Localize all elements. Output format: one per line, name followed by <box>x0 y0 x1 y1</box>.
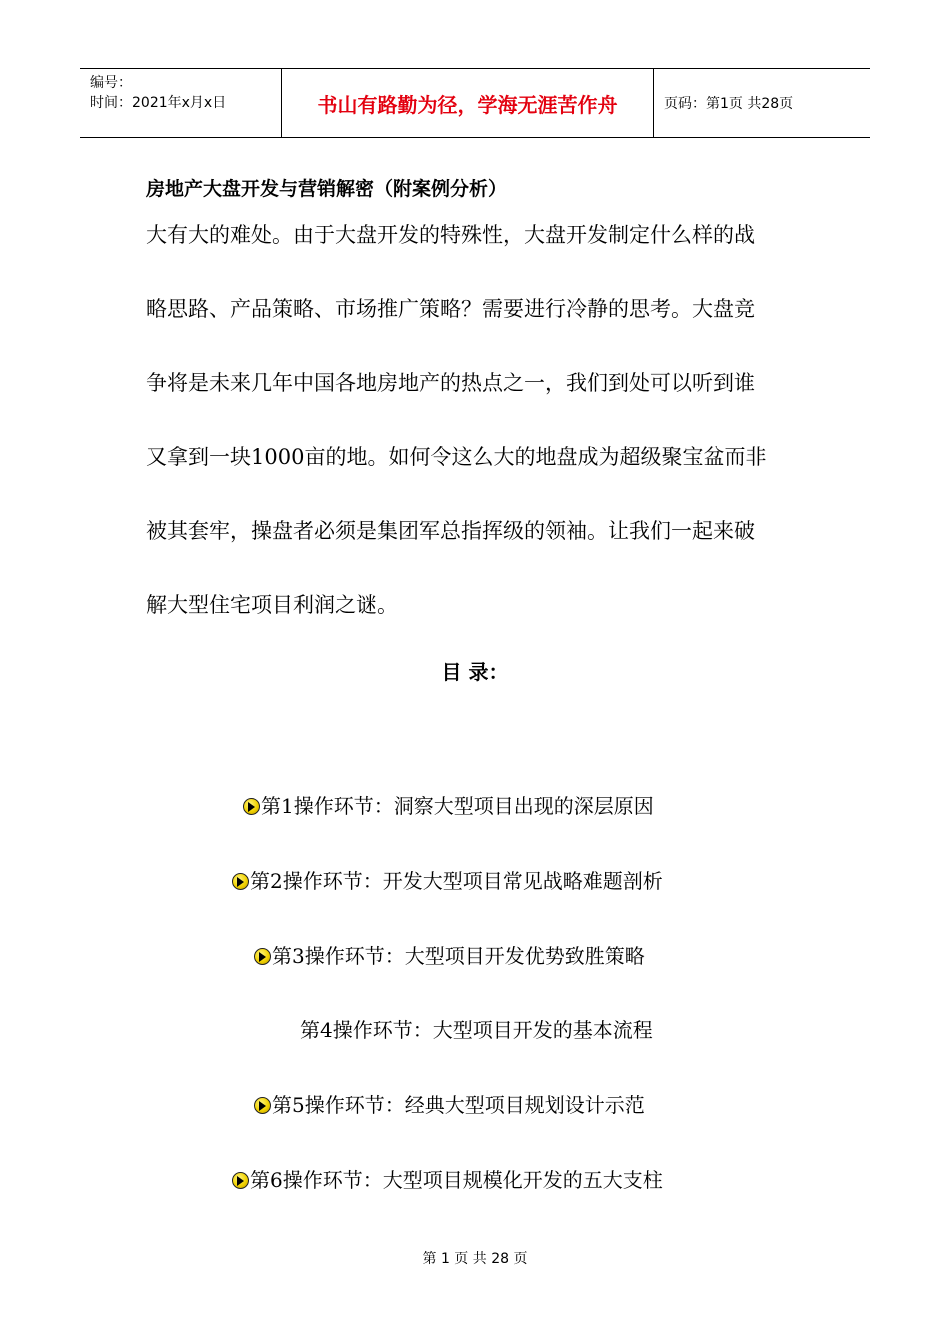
intro-line: 解大型住宅项目利润之谜。 <box>146 593 398 617</box>
header-table <box>80 68 870 138</box>
toc-item[interactable] <box>254 943 645 969</box>
toc-item[interactable] <box>243 793 654 819</box>
yellow-arrow-bullet-icon <box>254 1097 271 1114</box>
intro-line: 被其套牢，操盘者必须是集团军总指挥级的领袖。让我们一起来破 <box>146 519 755 543</box>
intro-line: 大有大的难处。由于大盘开发的特殊性，大盘开发制定什么样的战 <box>146 223 755 247</box>
time-label: 时间：2021年x月x日 <box>90 95 227 111</box>
toc-item-label: 第2操作环节：开发大型项目常见战略难题剖析 <box>250 869 663 893</box>
page-info: 页码：第1页 共28页 <box>664 96 794 112</box>
yellow-arrow-bullet-icon <box>232 873 249 890</box>
intro-line: 争将是未来几年中国各地房地产的热点之一，我们到处可以听到谁 <box>146 371 755 395</box>
toc-item-label: 第4操作环节：大型项目开发的基本流程 <box>300 1018 653 1042</box>
motto-text: 书山有路勤为径，学海无涯苦作舟 <box>317 92 618 117</box>
toc-item-label: 第6操作环节：大型项目规模化开发的五大支柱 <box>250 1168 663 1192</box>
toc-item[interactable] <box>254 1092 645 1118</box>
intro-line: 又拿到一块1000亩的地。如何令这么大的地盘成为超级聚宝盆而非 <box>146 445 767 469</box>
page-footer: 第 1 页 共 28 页 <box>422 1251 528 1267</box>
number-label: 编号： <box>90 75 132 91</box>
yellow-arrow-bullet-icon <box>243 798 260 815</box>
toc-item-label: 第1操作环节：洞察大型项目出现的深层原因 <box>261 794 654 818</box>
toc-item[interactable] <box>232 1167 663 1193</box>
header-page-cell <box>654 69 870 137</box>
intro-paragraph <box>146 212 816 656</box>
document-title: 房地产大盘开发与营销解密（附案例分析） <box>146 178 508 200</box>
intro-line: 略思路、产品策略、市场推广策略？需要进行冷静的思考。大盘竞 <box>146 297 755 321</box>
toc-item-label: 第5操作环节：经典大型项目规划设计示范 <box>272 1093 645 1117</box>
toc-heading: 目 录： <box>441 660 509 684</box>
toc-item-label: 第3操作环节：大型项目开发优势致胜策略 <box>272 944 645 968</box>
toc-item[interactable] <box>232 868 663 894</box>
header-motto-cell <box>282 69 654 137</box>
yellow-arrow-bullet-icon <box>254 948 271 965</box>
toc-item[interactable] <box>300 1017 653 1043</box>
header-meta-cell <box>80 69 282 137</box>
yellow-arrow-bullet-icon <box>232 1172 249 1189</box>
